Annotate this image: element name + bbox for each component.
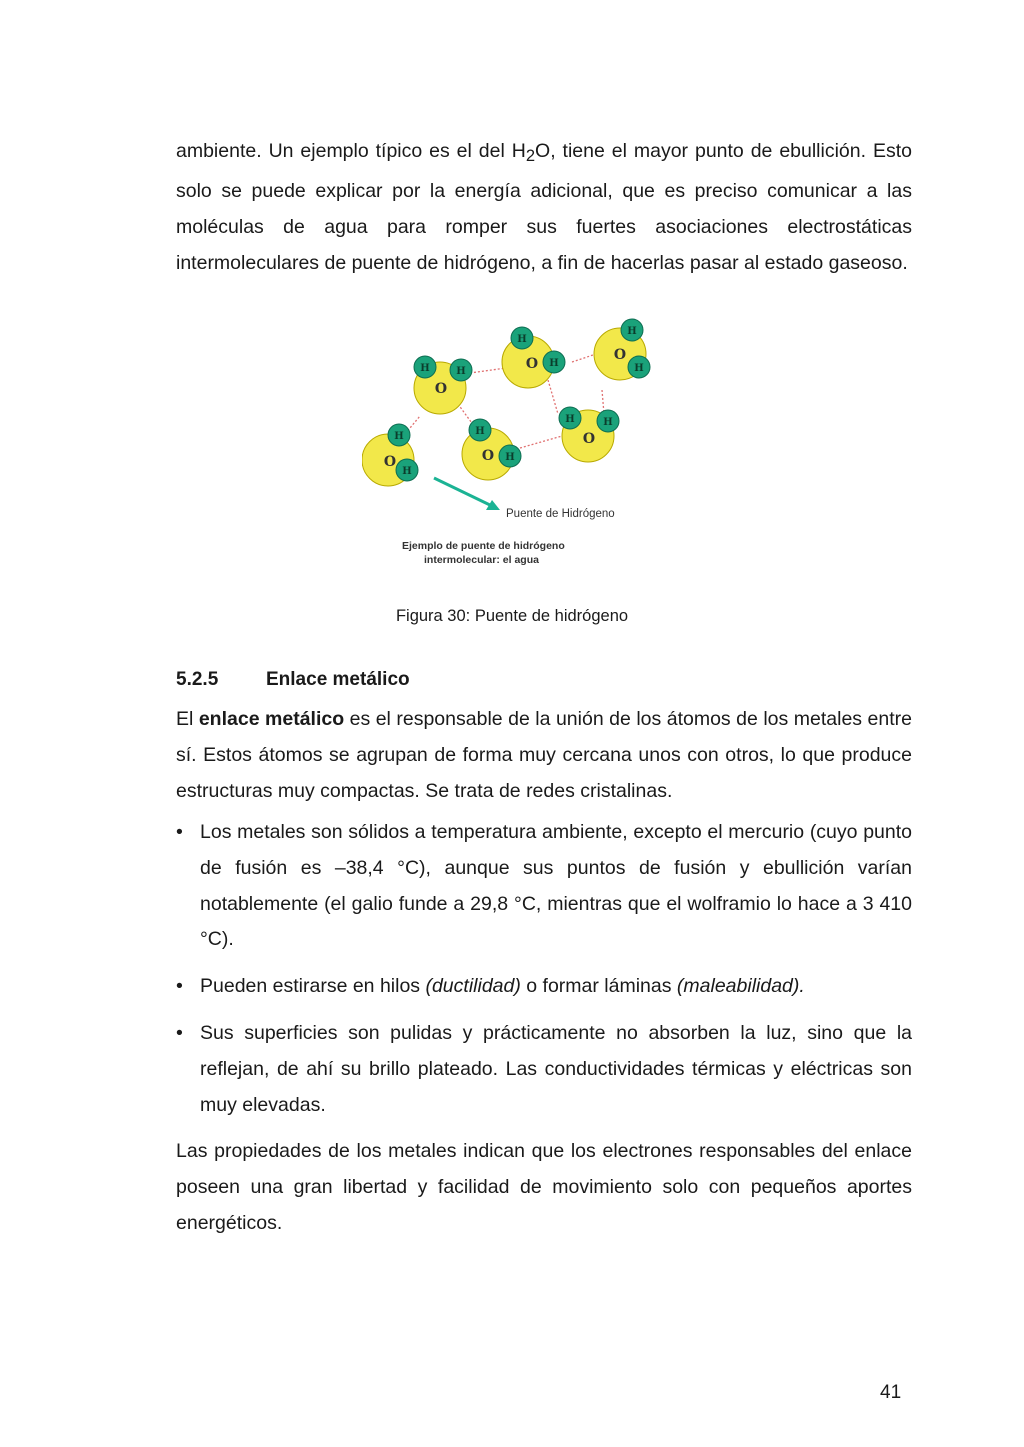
list-item	[176, 969, 912, 1005]
list-item	[176, 815, 912, 958]
bullet-marker: •	[176, 821, 183, 843]
hydrogen-bond-figure	[362, 318, 652, 570]
figure-inner-caption-line1: Ejemplo de puente de hidrógeno	[402, 540, 565, 552]
list-item-text: Sus superficies son pulidas y prácticamente no absorben la luz, sino que la reflejan, de ahí su brillo plateado. Las conductividades térmicas y eléctricas son muy elevadas.	[200, 1021, 912, 1116]
section-title: Enlace metálico	[266, 669, 410, 690]
intro-lead: ambiente. Un ejemplo típico es el del H	[176, 140, 526, 162]
arrow-label: Puente de Hidrógeno	[506, 508, 615, 520]
malleability-term: (maleabilidad).	[676, 975, 805, 998]
list-item-text: Pueden estirarse en hilos	[200, 975, 426, 998]
metal-rest: es el responsable de la unión de los átomos de los metales entre sí. Estos átomos se agrupan de forma muy cercana unos con otros, lo que produce estructuras muy compactas. Se trata de redes cristalinas.	[176, 708, 912, 802]
section-number: 5.2.5	[176, 669, 219, 690]
hydrogen-label: H	[627, 326, 637, 337]
intro-text	[176, 134, 912, 281]
list-item	[176, 1016, 912, 1123]
hydrogen-label: H	[565, 414, 575, 425]
figure-inner-caption-line2: intermolecular: el agua	[424, 554, 539, 566]
intro-paragraph	[176, 134, 912, 281]
bullet-marker: •	[176, 1021, 183, 1044]
hydrogen-label: H	[402, 466, 412, 477]
hydrogen-label: H	[456, 366, 466, 377]
metal-text	[176, 701, 912, 809]
hydrogen-label: H	[475, 426, 485, 437]
metal-lead: El	[176, 708, 199, 730]
hydrogen-label: H	[505, 452, 515, 463]
hydrogen-label: H	[603, 417, 613, 428]
hydrogen-label: H	[634, 363, 644, 374]
oxygen-label: O	[613, 347, 627, 363]
section-heading	[176, 669, 410, 691]
hydrogen-label: H	[517, 334, 527, 345]
oxygen-label: O	[525, 356, 539, 372]
oxygen-label: O	[383, 454, 397, 470]
property-list	[176, 815, 912, 1134]
figure-caption: Figura 30: Puente de hidrógeno	[395, 607, 629, 625]
oxygen-label: O	[434, 381, 448, 397]
hydrogen-label: H	[549, 358, 559, 369]
page-number: 41	[880, 1382, 902, 1403]
oxygen-label: O	[481, 448, 495, 464]
intro-rest: O, tiene el mayor punto de ebullición. Esto solo se puede explicar por la energía adicional, que es preciso comunicar a las moléculas de agua para romper sus fuertes asociaciones electrostáticas intermoleculares de puente de hidrógeno, a fin de hacerlas pasar al estado gaseoso.	[176, 140, 912, 274]
oxygen-label: O	[582, 431, 596, 447]
h2o-subscript: 2	[525, 146, 536, 166]
list-item-text: Los metales son sólidos a temperatura ambiente, excepto el mercurio (cuyo punto de fusión es –38,4 °C), aunque sus puntos de fusión y ebullición varían notablemente (el galio funde a 29,8 °C, mientras que el wolframio lo hace a 3 410 °C).	[200, 821, 912, 951]
ductility-term: (ductilidad)	[425, 975, 521, 998]
metal-bold-term: enlace metálico	[198, 708, 345, 730]
hydrogen-label: H	[394, 431, 404, 442]
list-item-text: o formar láminas	[520, 975, 677, 998]
final-text: Las propiedades de los metales indican que los electrones responsables del enlace poseen una gran libertad y facilidad de movimiento solo con pequeños aportes energéticos.	[176, 1140, 912, 1234]
metal-paragraph	[176, 701, 912, 809]
final-paragraph	[176, 1134, 912, 1241]
bullet-marker: •	[176, 975, 183, 998]
hydrogen-label: H	[420, 363, 430, 374]
